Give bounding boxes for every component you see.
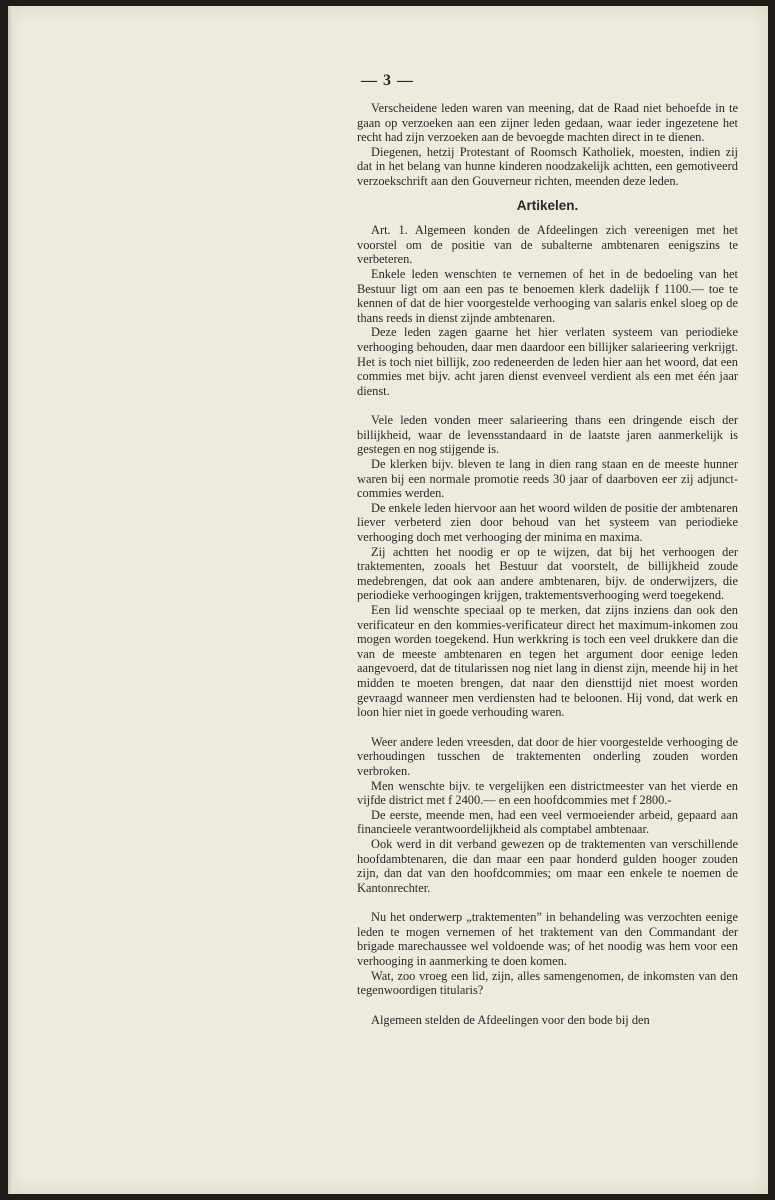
- page-number: — 3 —: [361, 72, 414, 89]
- paragraph: De enkele leden hiervoor aan het woord wilden de positie der ambtenaren liever verbeterd zien door behoud van het systeem van periodieke verhooging doch met verhooging der minima en maxima.: [357, 500, 738, 545]
- paragraph: Vele leden vonden meer salarieering thans een dringende eisch der billijkheid, waar de levensstandaard in de laatste jaren aanmerkelijk is gestegen en nog stijgende is.: [357, 413, 738, 457]
- paragraph: Ook werd in dit verband gewezen op de traktementen van verschillende hoofdambtenaren, die dan maar een paar honderd gulden hooger zouden zijn, dan dat van den hoofdcommies; om maar een enkele te noemen de Kantonrechter.: [357, 836, 738, 895]
- paragraph: De eerste, meende men, had een veel vermoeiender arbeid, gepaard aan financieele verantwoordelijkheid als comptabel ambtenaar.: [357, 807, 738, 837]
- paragraph: Verscheidene leden waren van meening, dat de Raad niet behoefde in te gaan op verzoeken aan een zijner leden gedaan, waar ieder ingezetene het recht had zijn verzoeken aan de bevoegde machten direct in te dienen.: [357, 101, 738, 145]
- paragraph: Art. 1. Algemeen konden de Afdeelingen zich vereenigen met het voorstel om de positie van de subalterne ambtenaren eenigszins te verbeteren.: [357, 223, 738, 267]
- text-column: [357, 101, 738, 1027]
- paragraph: Diegenen, hetzij Protestant of Roomsch Katholiek, moesten, indien zij dat in het belang van hunne kinderen noodzakelijk achtten, een gemotiveerd verzoekschrift aan den Gouverneur richten, meenden deze leden.: [357, 144, 738, 188]
- paragraph-gap: [357, 720, 738, 735]
- paragraph-gap: [357, 895, 738, 910]
- paragraph: Deze leden zagen gaarne het hier verlaten systeem van periodieke verhooging behouden, daar men daardoor een billijker salarieering verkrijgt. Het is toch niet billijk, zoo redeneerden de leden hier aan het woord, dat een commies met bijv. acht jaren dienst evenveel verdient als een met één jaar dienst.: [357, 325, 738, 398]
- paragraph-gap: [357, 398, 738, 413]
- paragraph: De klerken bijv. bleven te lang in dien rang staan en de meeste hunner waren bij een normale promotie reeds 30 jaar of daarboven eer zij adjunct-commies werden.: [357, 457, 738, 501]
- paragraph: Algemeen stelden de Afdeelingen voor den bode bij den: [371, 1012, 650, 1027]
- paragraph: Men wenschte bijv. te vergelijken een districtmeester van het vierde en vijfde district met f 2400.— en een hoofdcommies met f 2800.-: [357, 778, 738, 808]
- paragraph: Een lid wenschte speciaal op te merken, dat zijns inziens dan ook den verificateur en den kommies-verificateur direct het maximum-inkomen zou mogen worden toegekend. Hun werkkring is toch een veel drukkere dan die van de meeste ambtenaren en tegen het argument door eenige leden aangevoerd, dat de titularissen nog niet lang in dienst zijn, meende hij in het midden te moeten brengen, dat naar den diensttijd niet moest worden gevraagd wanneer men verdiensten had te beloonen. Hij vond, dat werk en loon hier niet in goede verhouding waren.: [357, 603, 738, 720]
- page-spine: [8, 6, 14, 1194]
- paragraph: Enkele leden wenschten te vernemen of het in de bedoeling van het Bestuur ligt om aan een pas te benoemen klerk dadelijk f 1100.— toe te kennen of dat de hier voorgestelde verhooging van salaris enkel sloeg op de thans reeds in dienst zijnde ambtenaren.: [357, 266, 738, 325]
- paragraph: Zij achtten het noodig er op te wijzen, dat bij het verhoogen der traktementen, zooals het Bestuur dat voorstelt, de billijkheid zoude medebrengen, dat ook aan andere ambtenaren, bijv. de onderwijzers, die periodieke verhoogingen krijgen, traktementsverhooging werd toegekend.: [357, 544, 738, 603]
- paragraph: Nu het onderwerp „traktementen” in behandeling was verzochten eenige leden te mogen vernemen of het traktement van den Commandant der brigade marechaussee wel voldoende was; of het noodig was hem voor een verhooging in aanmerking te doen komen.: [357, 910, 738, 969]
- paragraph: Weer andere leden vreesden, dat door de hier voorgestelde verhooging de verhoudingen tusschen de traktementen onderling zouden worden verbroken.: [357, 734, 738, 778]
- section-heading: Artikelen.: [516, 197, 579, 213]
- paragraph-gap: [357, 998, 738, 1013]
- paragraph: Wat, zoo vroeg een lid, zijn, alles samengenomen, de inkomsten van den tegenwoordigen titularis?: [357, 968, 738, 998]
